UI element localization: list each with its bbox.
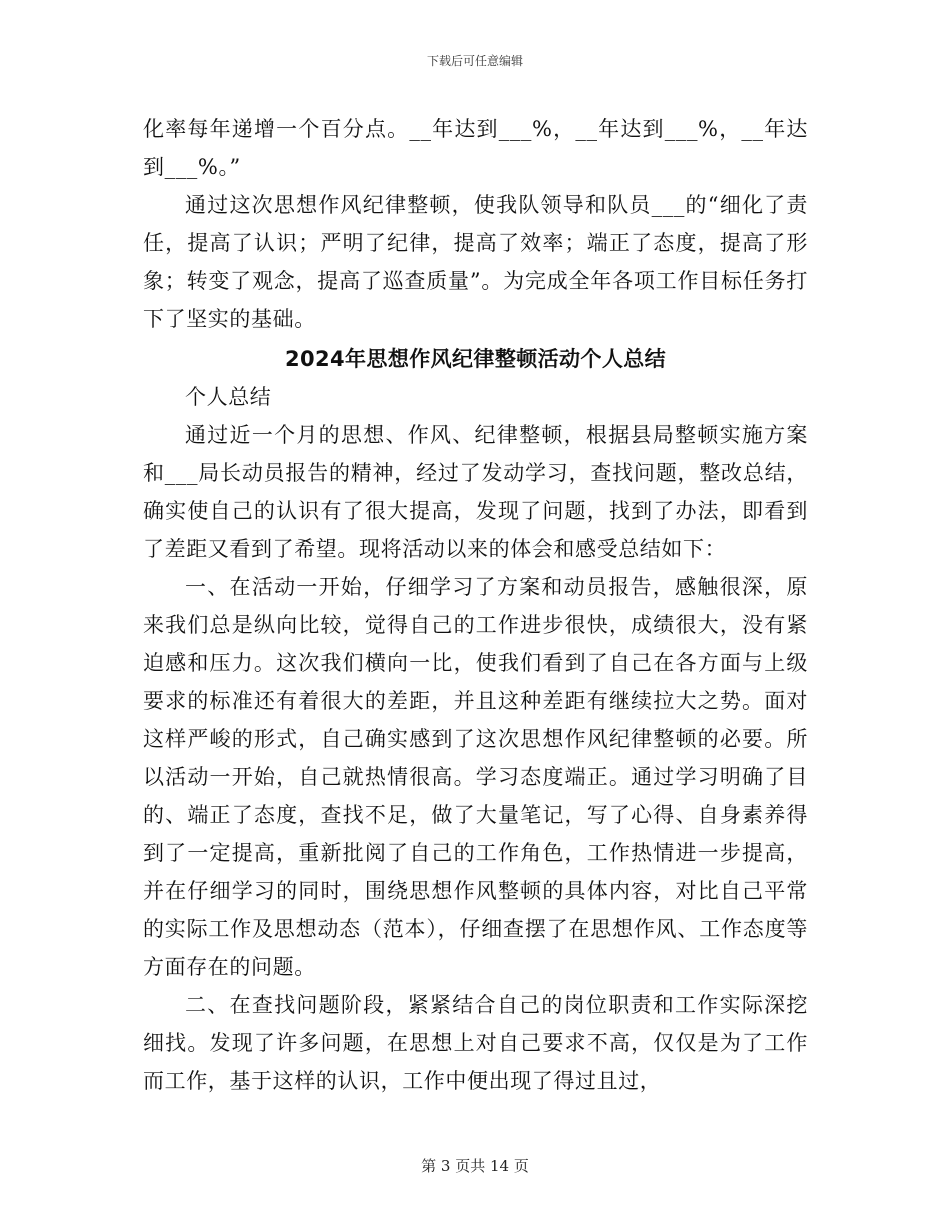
section-title: 2024年思想作风纪律整顿活动个人总结 [284, 347, 667, 371]
paragraph-intro: 通过近一个月的思想、作风、纪律整顿，根据县局整顿实施方案和___局长动员报告的精神，经过了发动学习，查找问题，整改总结，确实使自己的认识有了很大提高，发现了问题，找到了办法，即看到了差距又看到了希望。现将活动以来的体会和感受总结如下： [143, 423, 808, 561]
page-number: 第 3 页共 14 页 [421, 1157, 529, 1175]
paragraph-summary: 通过这次思想作风纪律整顿，使我队领导和队员___的“细化了责任，提高了认识；严明了纪律，提高了效率；端正了态度，提高了形象；转变了观念，提高了巡查质量”。为完成全年各项工作目标任务打下了坚实的基础。 [143, 193, 808, 331]
paragraph-point-two: 二、在查找问题阶段，紧紧结合自己的岗位职责和工作实际深挖细找。发现了许多问题，在思想上对自己要求不高，仅仅是为了工作而工作，基于这样的认识，工作中便出现了得过且过， [143, 993, 808, 1093]
section-subtitle: 个人总结 [185, 385, 272, 409]
page-header: 下载后可任意编辑 [426, 54, 523, 68]
paragraph-continued: 化率每年递增一个百分点。__年达到___%，__年达到___%，__年达到___%。” [143, 117, 808, 179]
document-body [143, 110, 808, 1100]
paragraph-point-one: 一、在活动一开始，仔细学习了方案和动员报告，感触很深，原来我们总是纵向比较，觉得自己的工作进步很快，成绩很大，没有紧迫感和压力。这次我们横向一比，使我们看到了自己在各方面与上级要求的标准还有着很大的差距，并且这种差距有继续拉大之势。面对这样严峻的形式，自己确实感到了这次思想作风纪律整顿的必要。所以活动一开始，自己就热情很高。学习态度端正。通过学习明确了目的、端正了态度，查找不足，做了大量笔记，写了心得、自身素养得到了一定提高，重新批阅了自己的工作角色，工作热情进一步提高，并在仔细学习的同时，围绕思想作风整顿的具体内容，对比自己平常的实际工作及思想动态（范本），仔细查摆了在思想作风、工作态度等方面存在的问题。 [143, 575, 808, 979]
